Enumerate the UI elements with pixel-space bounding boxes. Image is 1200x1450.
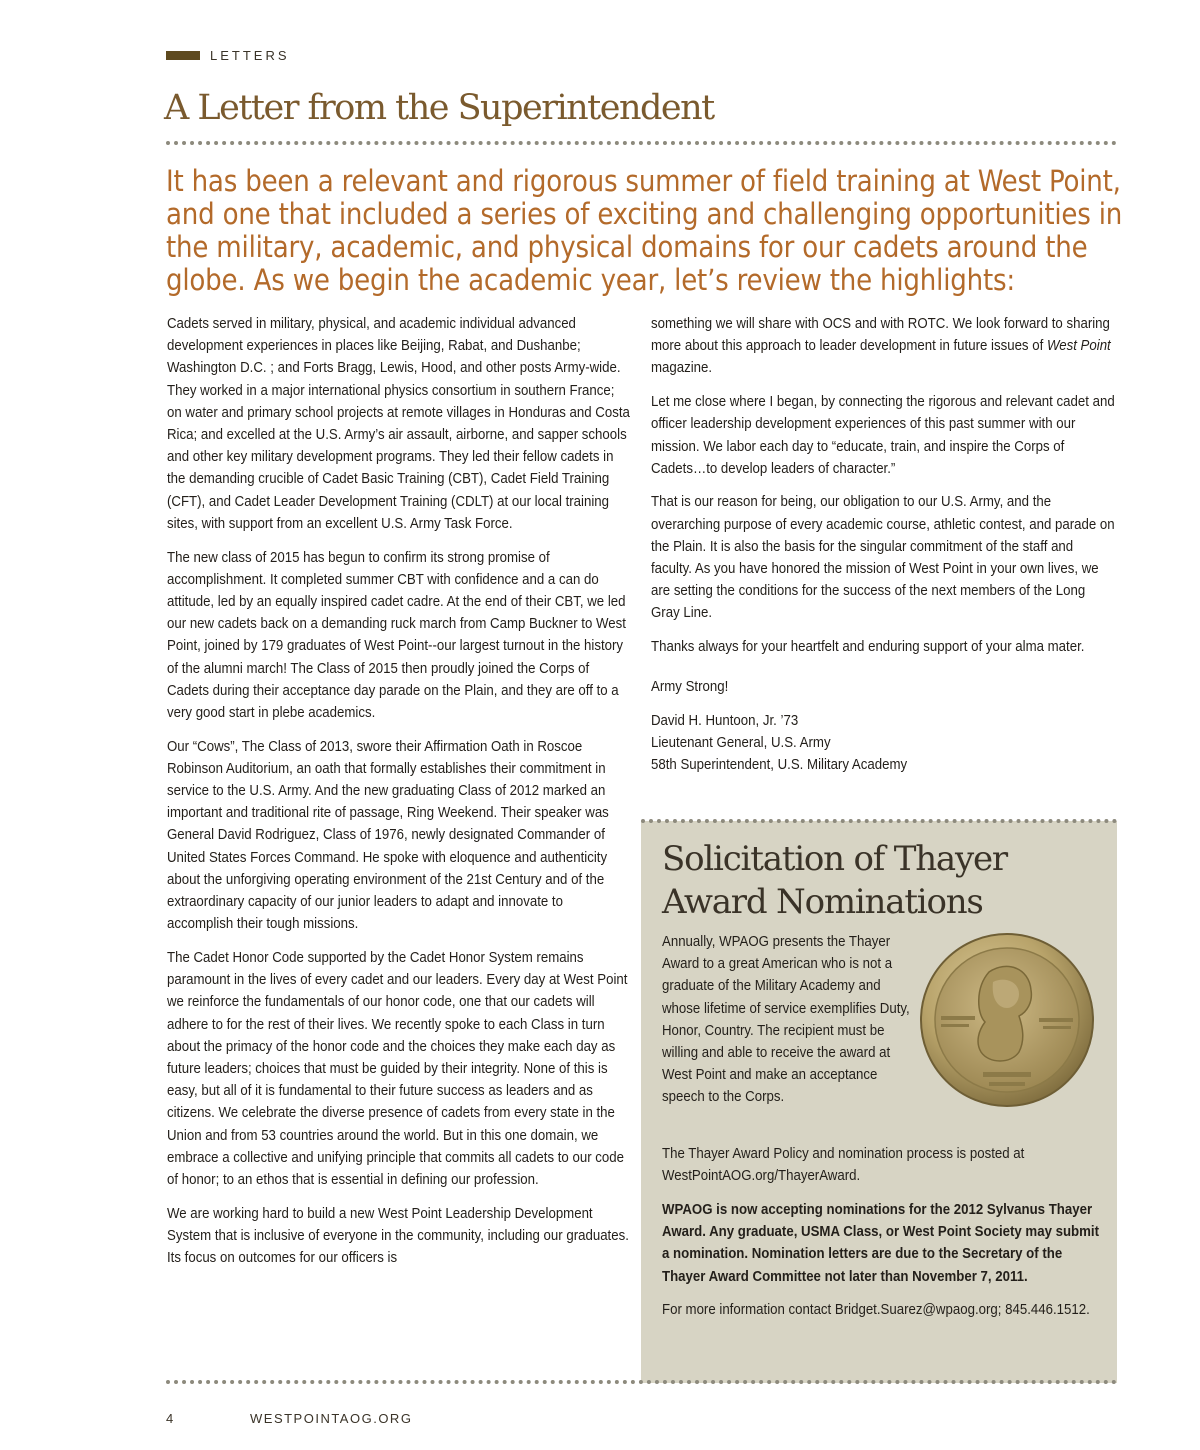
magazine-name: West Point: [1046, 338, 1111, 355]
letter-paragraph: That is our reason for being, our obligation to our U.S. Army, and the overarching purpose of every academic course, athletic contest, and parade on the Plain. It is also the basis for the singular commitment of the staff and faculty. As you have honored the mission of West Point in your own lives, we are setting the conditions for the success of the next members of the Long Gray Line.: [651, 494, 1115, 622]
letter-paragraph: The new class of 2015 has begun to confirm its strong promise of accomplishment. It completed summer CBT with confidence and a can do attitude, led by an equally inspired cadet cadre. At the end of their CBT, we led our new cadets back on a demanding ruck march from Camp Buckner to West Point, joined by 179 graduates of West Point--our largest turnout in the history of the alumni march! The Class of 2015 then proudly joined the Corps of Cadets during their acceptance day parade on the Plain, and they are off to a very good start in plebe academics.: [167, 549, 626, 721]
footer-site: WESTPOINTAOG.ORG: [250, 1411, 413, 1426]
title-divider: [166, 141, 1117, 145]
section-tag-bar: [166, 51, 200, 60]
letter-paragraph: Our “Cows”, The Class of 2013, swore their Affirmation Oath in Roscoe Robinson Auditorium, an oath that formally establishes their commitment in service to the U.S. Army. And the new graduating Class of 2012 marked an important and traditional rite of passage, Ring Weekend. Their speaker was General David Rodriguez, Class of 1976, newly designated Commander of United States Forces Command. He spoke with eloquence and authenticity about the unforgiving operating environment of the 21st Century and of the extraordinary capacity of our junior leaders to adapt and innovate to accomplish their tough missions.: [167, 738, 609, 933]
sidebar-title-line: Award Nominations: [662, 882, 983, 922]
sidebar-top-divider: [641, 819, 1117, 823]
section-label: LETTERS: [210, 47, 290, 63]
sidebar-contact: For more information contact Bridget.Suarez@wpaog.org; 845.446.1512.: [662, 1302, 1090, 1319]
sidebar-title: [662, 838, 1102, 924]
sidebar-title-line: Solicitation of Thayer: [662, 839, 1007, 879]
nomination-notice: WPAOG is now accepting nominations for the 2012 Sylvanus Thayer Award. Any graduate, USMA Class, or West Point Society may submit a nomination. Nomination letters are due to the Secretary of the Thayer Award Committee not later than November 7, 2011.: [662, 1201, 1100, 1285]
sidebar-intro: [662, 931, 921, 1120]
letter-text: magazine.: [651, 360, 713, 377]
letter-paragraph: The Cadet Honor Code supported by the Cadet Honor System remains paramount in the lives of every cadet and our leaders. Every day at West Point we reinforce the fundamentals of our honor code, one that our cadets will adhere to for the rest of their lives. We recently spoke to each Class in turn about the primacy of the honor code and the choices they make each day as future leaders; choices that must be guided by their integrity. None of this is easy, but all of it is fundamental to their future success as leaders and as citizens. We celebrate the diverse presence of cadets from every state in the Union and from 53 countries around the world. But in this one domain, we embrace a collective and unifying principle that commits all cadets to our code of honor; to an ethos that is essential in defining our profession.: [167, 949, 628, 1189]
letter-right-column: [651, 313, 1116, 776]
bottom-divider: [166, 1380, 1117, 1384]
letter-paragraph: Thanks always for your heartfelt and enduring support of your alma mater.: [651, 639, 1085, 656]
sidebar-body: [662, 1143, 1104, 1333]
letter-paragraph: Cadets served in military, physical, and academic individual advanced development experiences in places like Beijing, Rabat, and Dushanbe; Washington D.C. ; and Forts Bragg, Lewis, Hood, and other posts Army-wide. They worked in a major international physics consortium in southern France; on water and primary school projects at remote villages in Honduras and Costa Rica; and excelled at the U.S. Army’s air assault, airborne, and sapper schools and other key military development programs. They led their fellow cadets in the demanding crucible of Cadet Basic Training (CBT), Cadet Field Training (CFT), and Cadet Leader Development Training (CDLT) at our local training sites, with support from an excellent U.S. Army Task Force.: [167, 316, 630, 532]
signature-title: 58th Superintendent, U.S. Military Academy: [651, 756, 908, 773]
thayer-medal-image: [919, 932, 1095, 1108]
sidebar-notice: [662, 1199, 1104, 1288]
lead-paragraph: It has been a relevant and rigorous summer of field training at West Point, and one that included a series of exciting and challenging opportunities in the military, academic, and physical domains for our cadets around the globe. As we begin the academic year, let’s review the highlights:: [166, 164, 1123, 297]
signature-block: [651, 710, 1116, 777]
sidebar-paragraph: The Thayer Award Policy and nomination process is posted at WestPointAOG.org/ThayerAward.: [662, 1146, 1025, 1185]
letter-paragraph: [651, 313, 1116, 380]
page-number: 4: [166, 1411, 174, 1426]
signature-name: David H. Huntoon, Jr. ’73: [651, 712, 799, 729]
section-tag: [166, 48, 290, 62]
sidebar-paragraph: Annually, WPAOG presents the Thayer Award to a great American who is not a graduate of the Military Academy and whose lifetime of service exemplifies Duty, Honor, Country. The recipient must be willing and able to receive the award at West Point and make an acceptance speech to the Corps.: [662, 934, 910, 1106]
signature-rank: Lieutenant General, U.S. Army: [651, 734, 831, 751]
page-title: A Letter from the Superintendent: [164, 88, 714, 128]
closing: Army Strong!: [651, 679, 729, 696]
letter-text: something we will share with OCS and with ROTC. We look forward to sharing more about this approach to leader development in future issues of: [651, 316, 1110, 355]
letter-left-column: [167, 313, 632, 1281]
letter-paragraph: Let me close where I began, by connecting the rigorous and relevant cadet and officer leadership development experiences of this past summer with our mission. We labor each day to “educate, train, and inspire the Corps of Cadets…to develop leaders of character.”: [651, 394, 1115, 477]
letter-paragraph: We are working hard to build a new West Point Leadership Development System that is inclusive of everyone in the community, including our graduates. Its focus on outcomes for our officers is: [167, 1205, 629, 1267]
